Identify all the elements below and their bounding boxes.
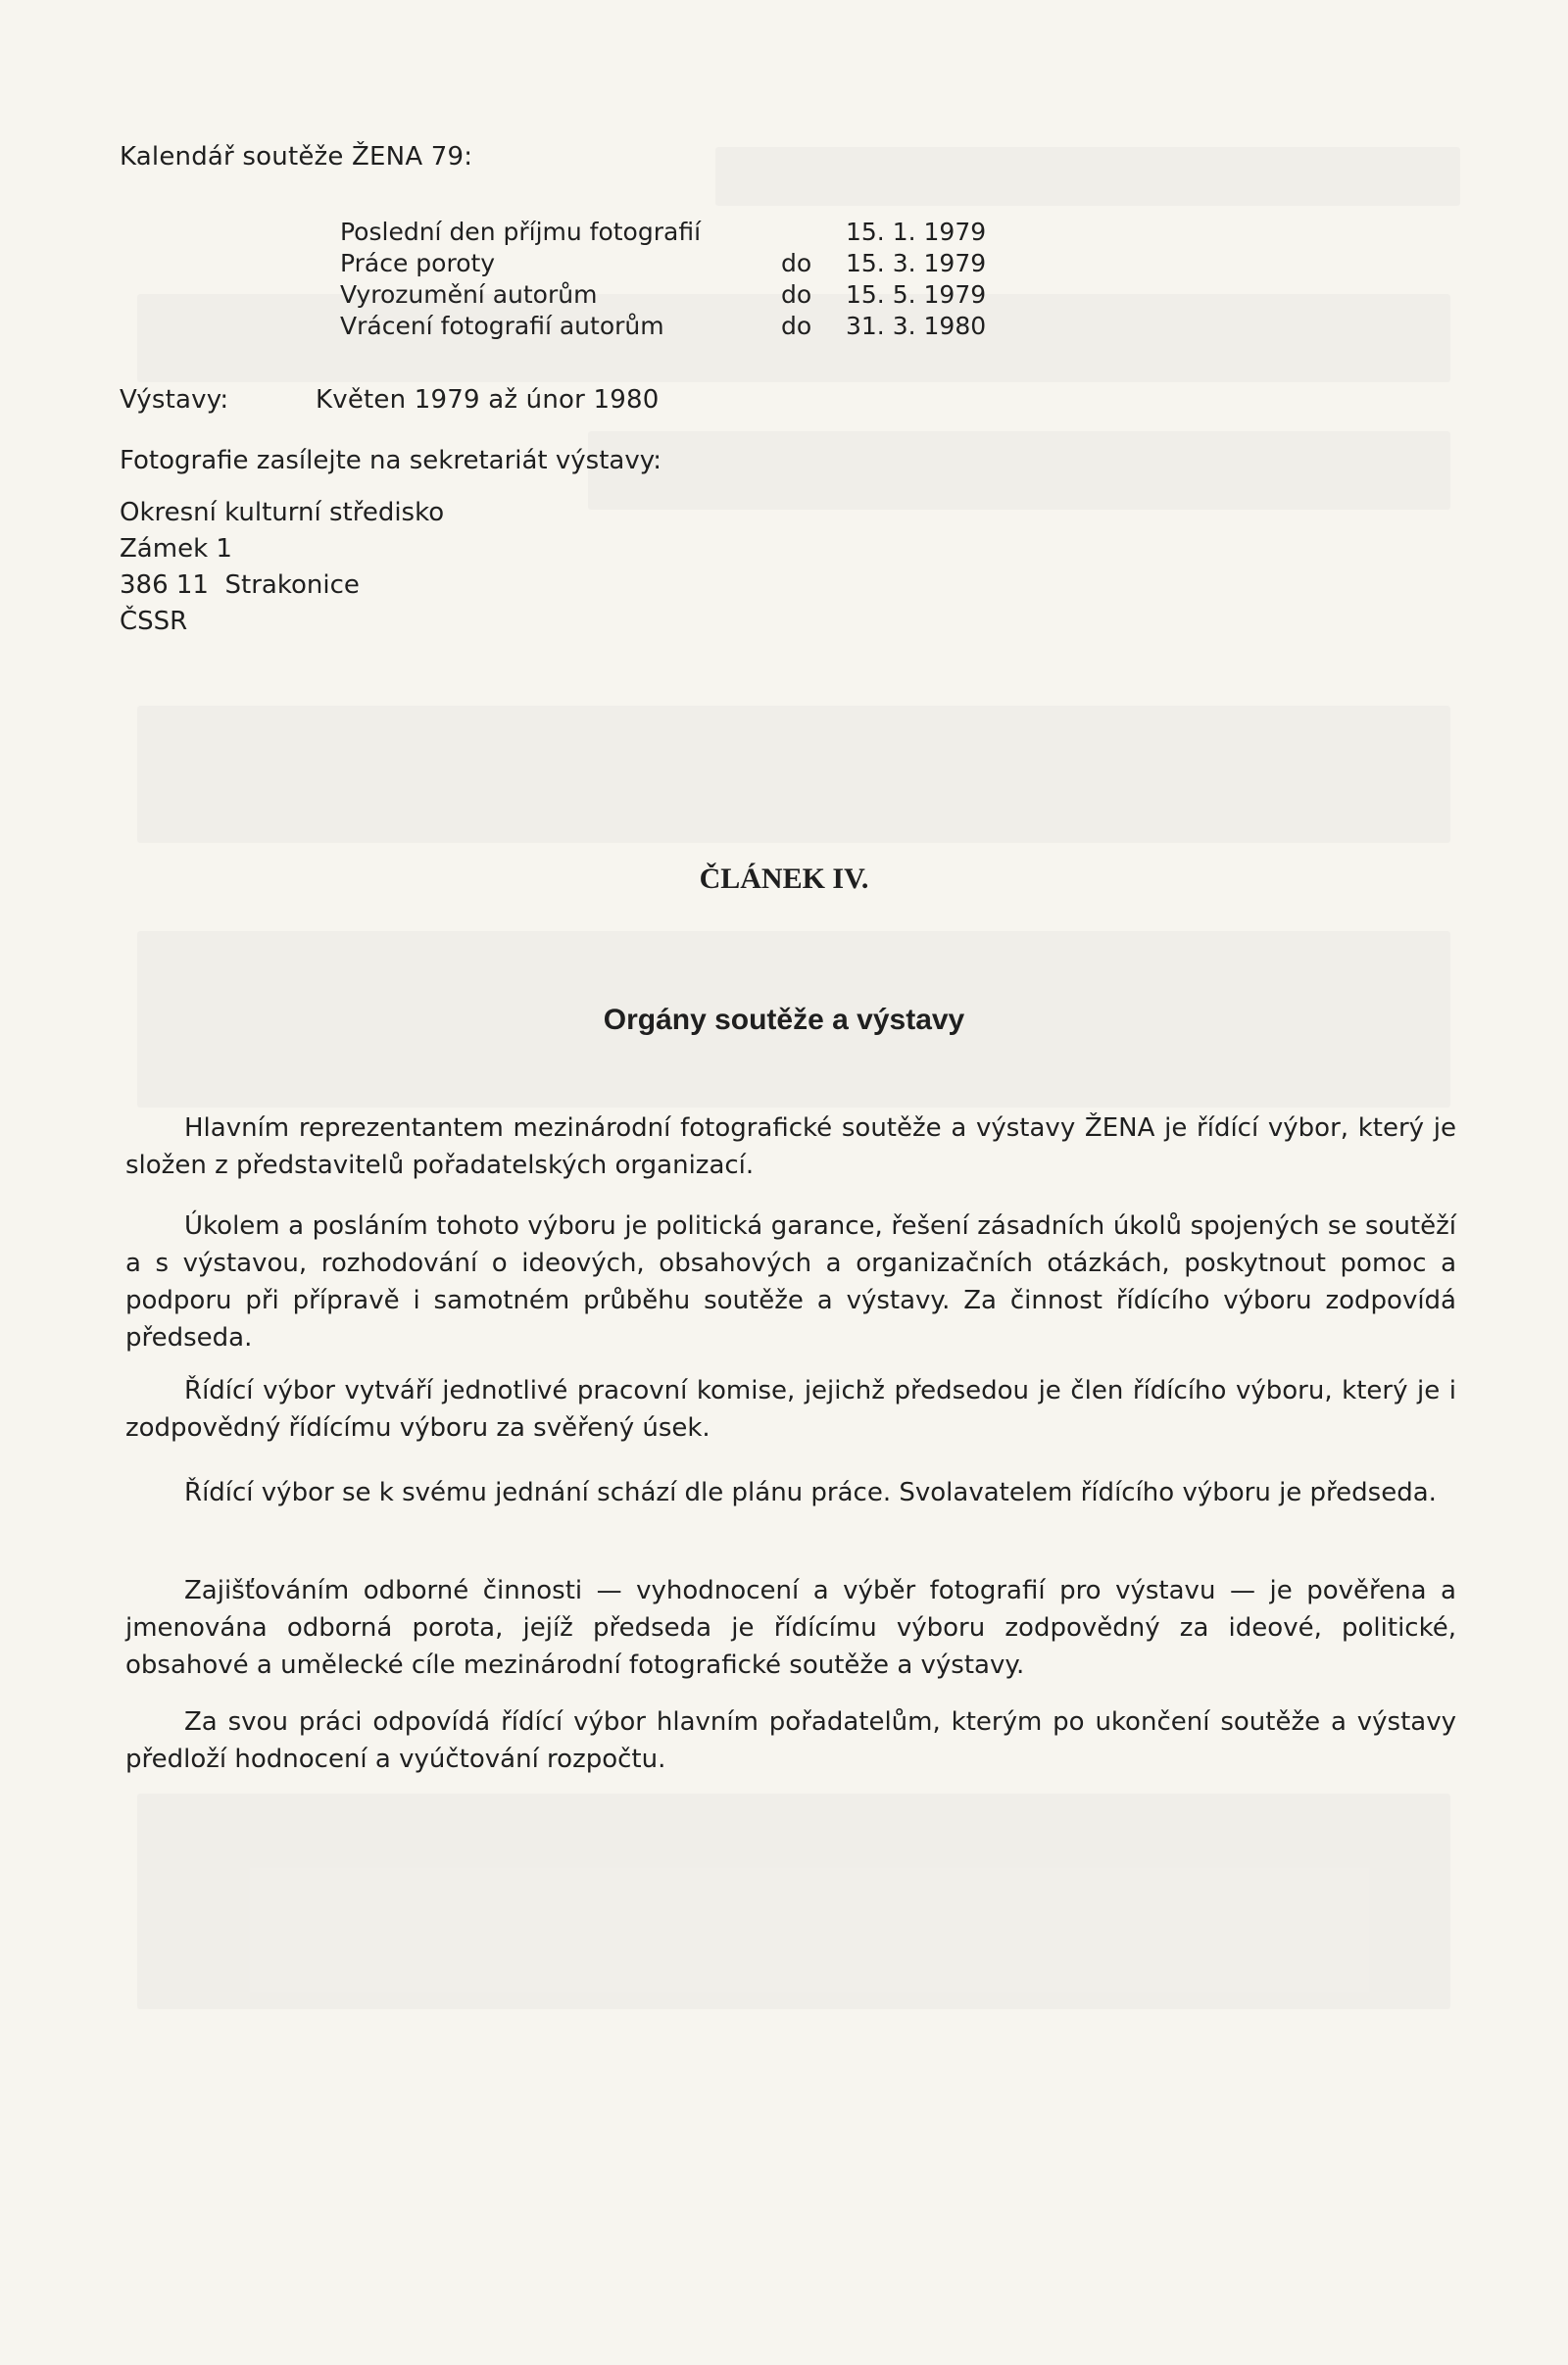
bleed-through-block [588, 431, 1450, 510]
address-line: Zámek 1 [120, 534, 232, 564]
article-paragraph: Zajišťováním odborné činnosti — vyhodnocení a výběr fotografií pro výstavu — je pověřena a jmenována odborná porota, jejíž předseda je řídícímu výboru zodpovědný za ideové, politické, obsahové a umělecké cíle mezinárodní fotografické soutěže a výstavy. [125, 1576, 1456, 1680]
article-paragraph: Řídící výbor vytváří jednotlivé pracovní komise, jejichž předsedou je člen řídícího výboru, který je i zodpovědný řídícímu výboru za svěřený úsek. [125, 1376, 1456, 1443]
address-line: ČSSR [120, 607, 188, 636]
calendar-row-label: Vyrozumění autorům [340, 280, 598, 309]
article-title: Orgány soutěže a výstavy [603, 1004, 965, 1036]
calendar-row [340, 249, 1006, 280]
calendar-row-date: 15. 5. 1979 [846, 280, 987, 309]
address-line: Okresní kulturní středisko [120, 498, 445, 527]
exhibitions-label: Výstavy: [120, 385, 229, 415]
bleed-through-block [137, 1794, 1450, 2009]
calendar-title: Kalendář soutěže ŽENA 79: [120, 142, 473, 172]
calendar-row-prefix: do [781, 249, 812, 277]
article-number: ČLÁNEK IV. [699, 862, 869, 895]
address-line: 386 11 Strakonice [120, 570, 360, 600]
calendar-row-label: Práce poroty [340, 249, 496, 277]
calendar-row-date: 15. 1. 1979 [846, 218, 987, 246]
calendar-row [340, 218, 1006, 249]
bleed-through-block [137, 706, 1450, 843]
article-paragraph: Hlavním reprezentantem mezinárodní fotografické soutěže a výstavy ŽENA je řídící výbor, který je složen z představitelů pořadatelských organizací. [125, 1113, 1456, 1180]
calendar-row [340, 280, 1006, 312]
article-paragraph: Za svou práci odpovídá řídící výbor hlavním pořadatelům, kterým po ukončení soutěže a výstavy předloží hodnocení a vyúčtování rozpočtu. [125, 1707, 1456, 1774]
article-paragraph: Úkolem a posláním tohoto výboru je politická garance, řešení zásadních úkolů spojených se soutěží a s výstavou, rozhodování o ideových, obsahových a organizačních otázkách, poskytnout pomoc a podporu při přípravě i samotném průběhu soutěže a výstavy. Za činnost řídícího výboru zodpovídá předseda. [125, 1211, 1456, 1353]
calendar-row-date: 31. 3. 1980 [846, 312, 987, 340]
calendar-row-label: Vrácení fotografií autorům [340, 312, 664, 340]
calendar-row [340, 312, 1006, 343]
bleed-through-block [715, 147, 1460, 206]
calendar-row-prefix: do [781, 312, 812, 340]
calendar-row-prefix: do [781, 280, 812, 309]
address-intro: Fotografie zasílejte na sekretariát výstavy: [120, 446, 662, 475]
exhibitions-value: Květen 1979 až únor 1980 [316, 385, 660, 415]
calendar-row-date: 15. 3. 1979 [846, 249, 987, 277]
calendar-row-label: Poslední den příjmu fotografií [340, 218, 702, 246]
article-paragraph: Řídící výbor se k svému jednání schází dle plánu práce. Svolavatelem řídícího výboru je předseda. [184, 1478, 1437, 1507]
